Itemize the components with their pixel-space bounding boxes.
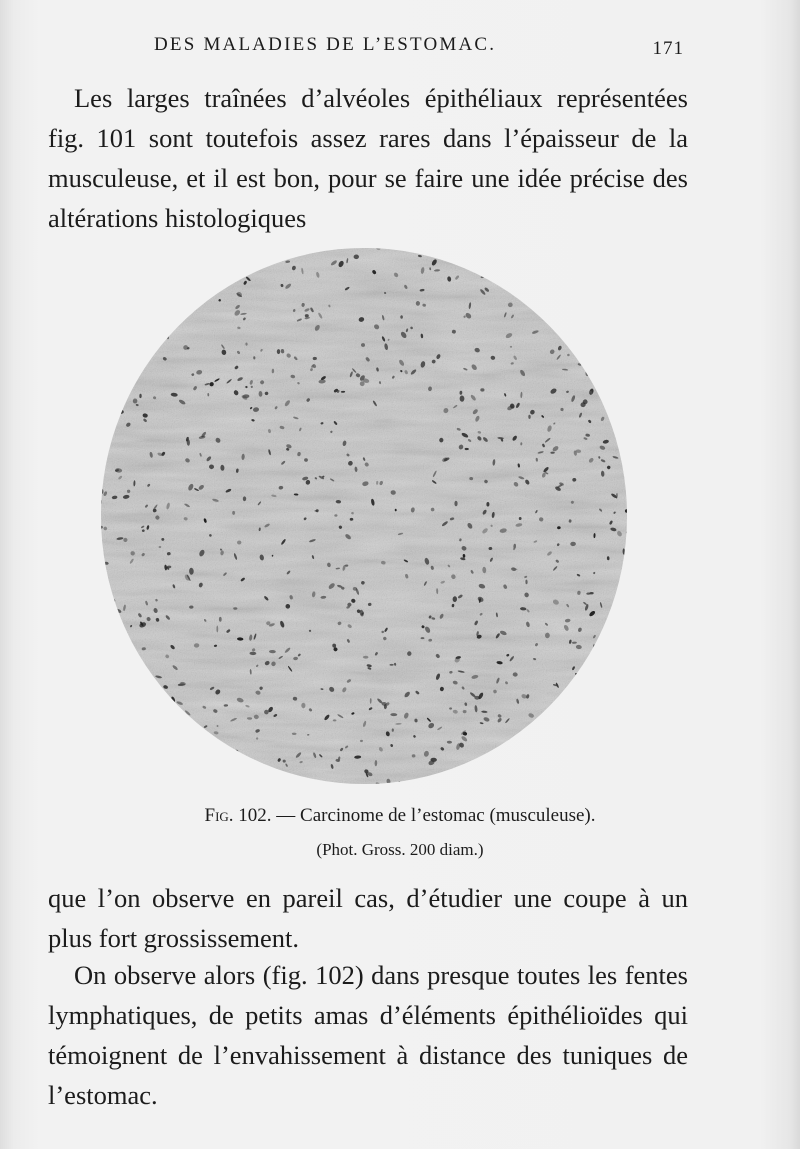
figure-label: Fig. 102. — [204, 805, 272, 826]
paragraph-1: Les larges traînées d’alvéoles épithéliaux représentées fig. 101 sont toutefois assez rares dans l’épaisseur de la musculeuse, et il est bon, pour se faire une idée précise des altérations histologiques — [48, 83, 688, 233]
page-number: 171 — [652, 38, 684, 59]
paragraph-2: que l’on observe en pareil cas, d’étudier une coupe à un plus fort grossissement. — [48, 883, 688, 953]
figure-caption — [60, 804, 740, 828]
caption-separator: — — [271, 805, 301, 826]
carcinoma-micrograph-image — [100, 246, 628, 786]
page-header — [48, 34, 688, 64]
paragraph-3: On observe alors (fig. 102) dans presque toutes les fentes lymphatiques, de petits amas d’éléments épithélioïdes qui témoignent de l’envahissement à distance des tuniques de l’estomac. — [48, 960, 688, 1110]
figure-credit: (Phot. Gross. 200 diam.) — [316, 840, 484, 859]
figure-title: Carcinome de l’estomac (musculeuse). — [300, 805, 596, 826]
running-title: DES MALADIES DE L’ESTOMAC. — [154, 34, 497, 55]
micrograph-figure — [100, 246, 628, 786]
